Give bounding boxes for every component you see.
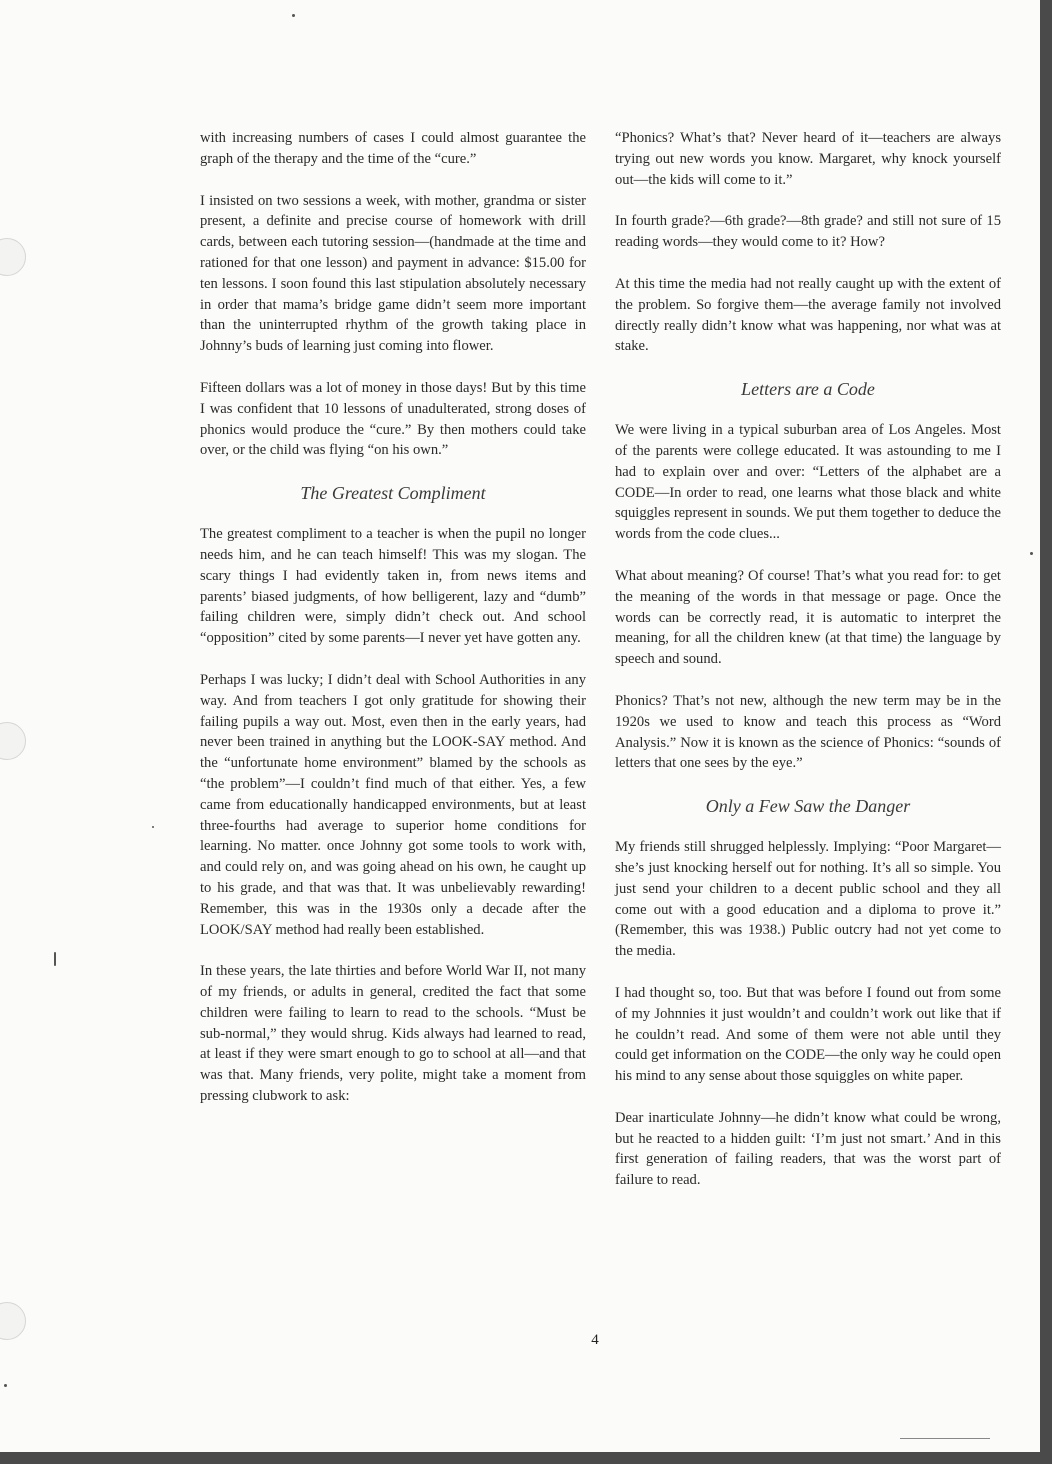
punch-hole-bottom [0, 1302, 26, 1340]
paragraph: The greatest compliment to a teacher is when the pupil no longer needs him, and he can teach himself! This was my slogan. The scary things I had evidently taken in, from news items and parents’ biased judgments, of how belligerent, lazy and “dumb” failing children were, simply didn’t check out. And school “opposition” cited by some parents—I never yet have gotten any. [200, 526, 586, 647]
scan-speck [152, 826, 154, 828]
punch-hole-top [0, 238, 26, 276]
paragraph: What about meaning? Of course! That’s what you read for: to get the meaning of the words in that message or page. Once the words can be correctly read, it is automatic to interpret the meaning, for all the children knew (at that time) the language by speech and sound. [615, 567, 1001, 668]
paragraph: In these years, the late thirties and before World War II, not many of my friends, or adults in general, credited the fact that some children were failing to learn to read to the schools. “Must be sub-normal,” they would shrug. Kids always had learned to read, at least if they were smart enough to go to school at all—and that was that. Many friends, very polite, might take a moment from pressing clubwork to ask: [200, 963, 586, 1105]
paragraph: I had thought so, too. But that was before I found out from some of my Johnnies it just wouldn’t and couldn’t work out like that if he couldn’t read. And some of them were not able until they could get information on the CODE—the only way he could open his mind to any sense about those squiggles on white paper. [615, 984, 1001, 1085]
paragraph: My friends still shrugged helplessly. Implying: “Poor Margaret—she’s just knocking herself out for nothing. It’s all so simple. You just send your children to a decent public school and they all come out with a good education and a diploma to prove it.” (Remember, this was 1938.) Public outcry had not yet come to the media. [615, 839, 1001, 960]
scan-speck [4, 1384, 7, 1387]
scan-line [900, 1438, 990, 1439]
paragraph: Phonics? That’s not new, although the new term may be in the 1920s we used to know and teach this process as “Word Analysis.” Now it is known as the science of Phonics: “sounds of letters that one sees by the eye.” [615, 692, 1001, 772]
section-heading: Letters are a Code [741, 379, 875, 400]
section-heading: Only a Few Saw the Danger [705, 796, 911, 817]
left-column [200, 128, 586, 1128]
paragraph: We were living in a typical suburban area of Los Angeles. Most of the parents were college educated. It was astounding to me I had to explain over and over: “Letters of the alphabet are a CODE—In order to read, one learns what those black and white squiggles represent in sounds. We put them together to deduce the words from the code clues... [615, 422, 1001, 543]
section-heading: The Greatest Compliment [300, 483, 486, 504]
scan-speck [54, 952, 56, 966]
paragraph: Perhaps I was lucky; I didn’t deal with School Authorities in any way. And from teachers I got only gratitude for showing their failing pupils a way out. Most, even then in the early years, had never been trained in anything but the LOOK-SAY method. And the “unfortunate home environment” blamed by the schools as “the problem”—I couldn’t find much of that either. Yes, a few came from educationally handicapped environments, but at least three-fourths had average to superior home conditions for learning. No matter. once Johnny got some tools to work with, and could rely on, and was going ahead on his own, he caught up to his grade, and that was that. It was unbelievably rewarding! Remember, this was in the 1930s only a decade after the LOOK/SAY method had really been established. [200, 671, 586, 938]
punch-hole-middle [0, 722, 26, 760]
paragraph: At this time the media had not really caught up with the extent of the problem. So forgive them—the average family not involved directly really didn’t know what was happening, nor what was at stake. [615, 275, 1001, 355]
paragraph: Fifteen dollars was a lot of money in those days! But by this time I was confident that 10 lessons of unadulterated, strong doses of phonics would produce the “cure.” By then mothers could take over, or the child was flying “on his own.” [200, 379, 586, 459]
paragraph: with increasing numbers of cases I could almost guarantee the graph of the therapy and the time of the “cure.” [200, 130, 586, 167]
paragraph: I insisted on two sessions a week, with mother, grandma or sister present, a definite and precise course of homework with drill cards, between each tutoring session—(handmade at the time and rationed for that one lesson) and payment in advance: $15.00 for ten lessons. I soon found this last stipulation absolutely necessary in order that mama’s bridge game didn’t seem more important than the uninterrupted rhythm of the growth taking place in Johnny’s buds of learning just coming into flower. [200, 192, 586, 355]
right-column [615, 128, 1001, 1212]
paragraph: In fourth grade?—6th grade?—8th grade? and still not sure of 15 reading words—they would come to it? How? [615, 213, 1001, 251]
paragraph: “Phonics? What’s that? Never heard of it—teachers are always trying out new words you know. Margaret, why knock yourself out—the kids will come to it.” [615, 130, 1001, 188]
page-number: 4 [591, 1332, 599, 1348]
paragraph: Dear inarticulate Johnny—he didn’t know what could be wrong, but he reacted to a hidden guilt: ‘I’m just not smart.’ And in this first generation of failing readers, that was the worst part of failure to read. [615, 1109, 1001, 1189]
scan-speck [1030, 552, 1033, 555]
scan-speck [292, 14, 295, 17]
